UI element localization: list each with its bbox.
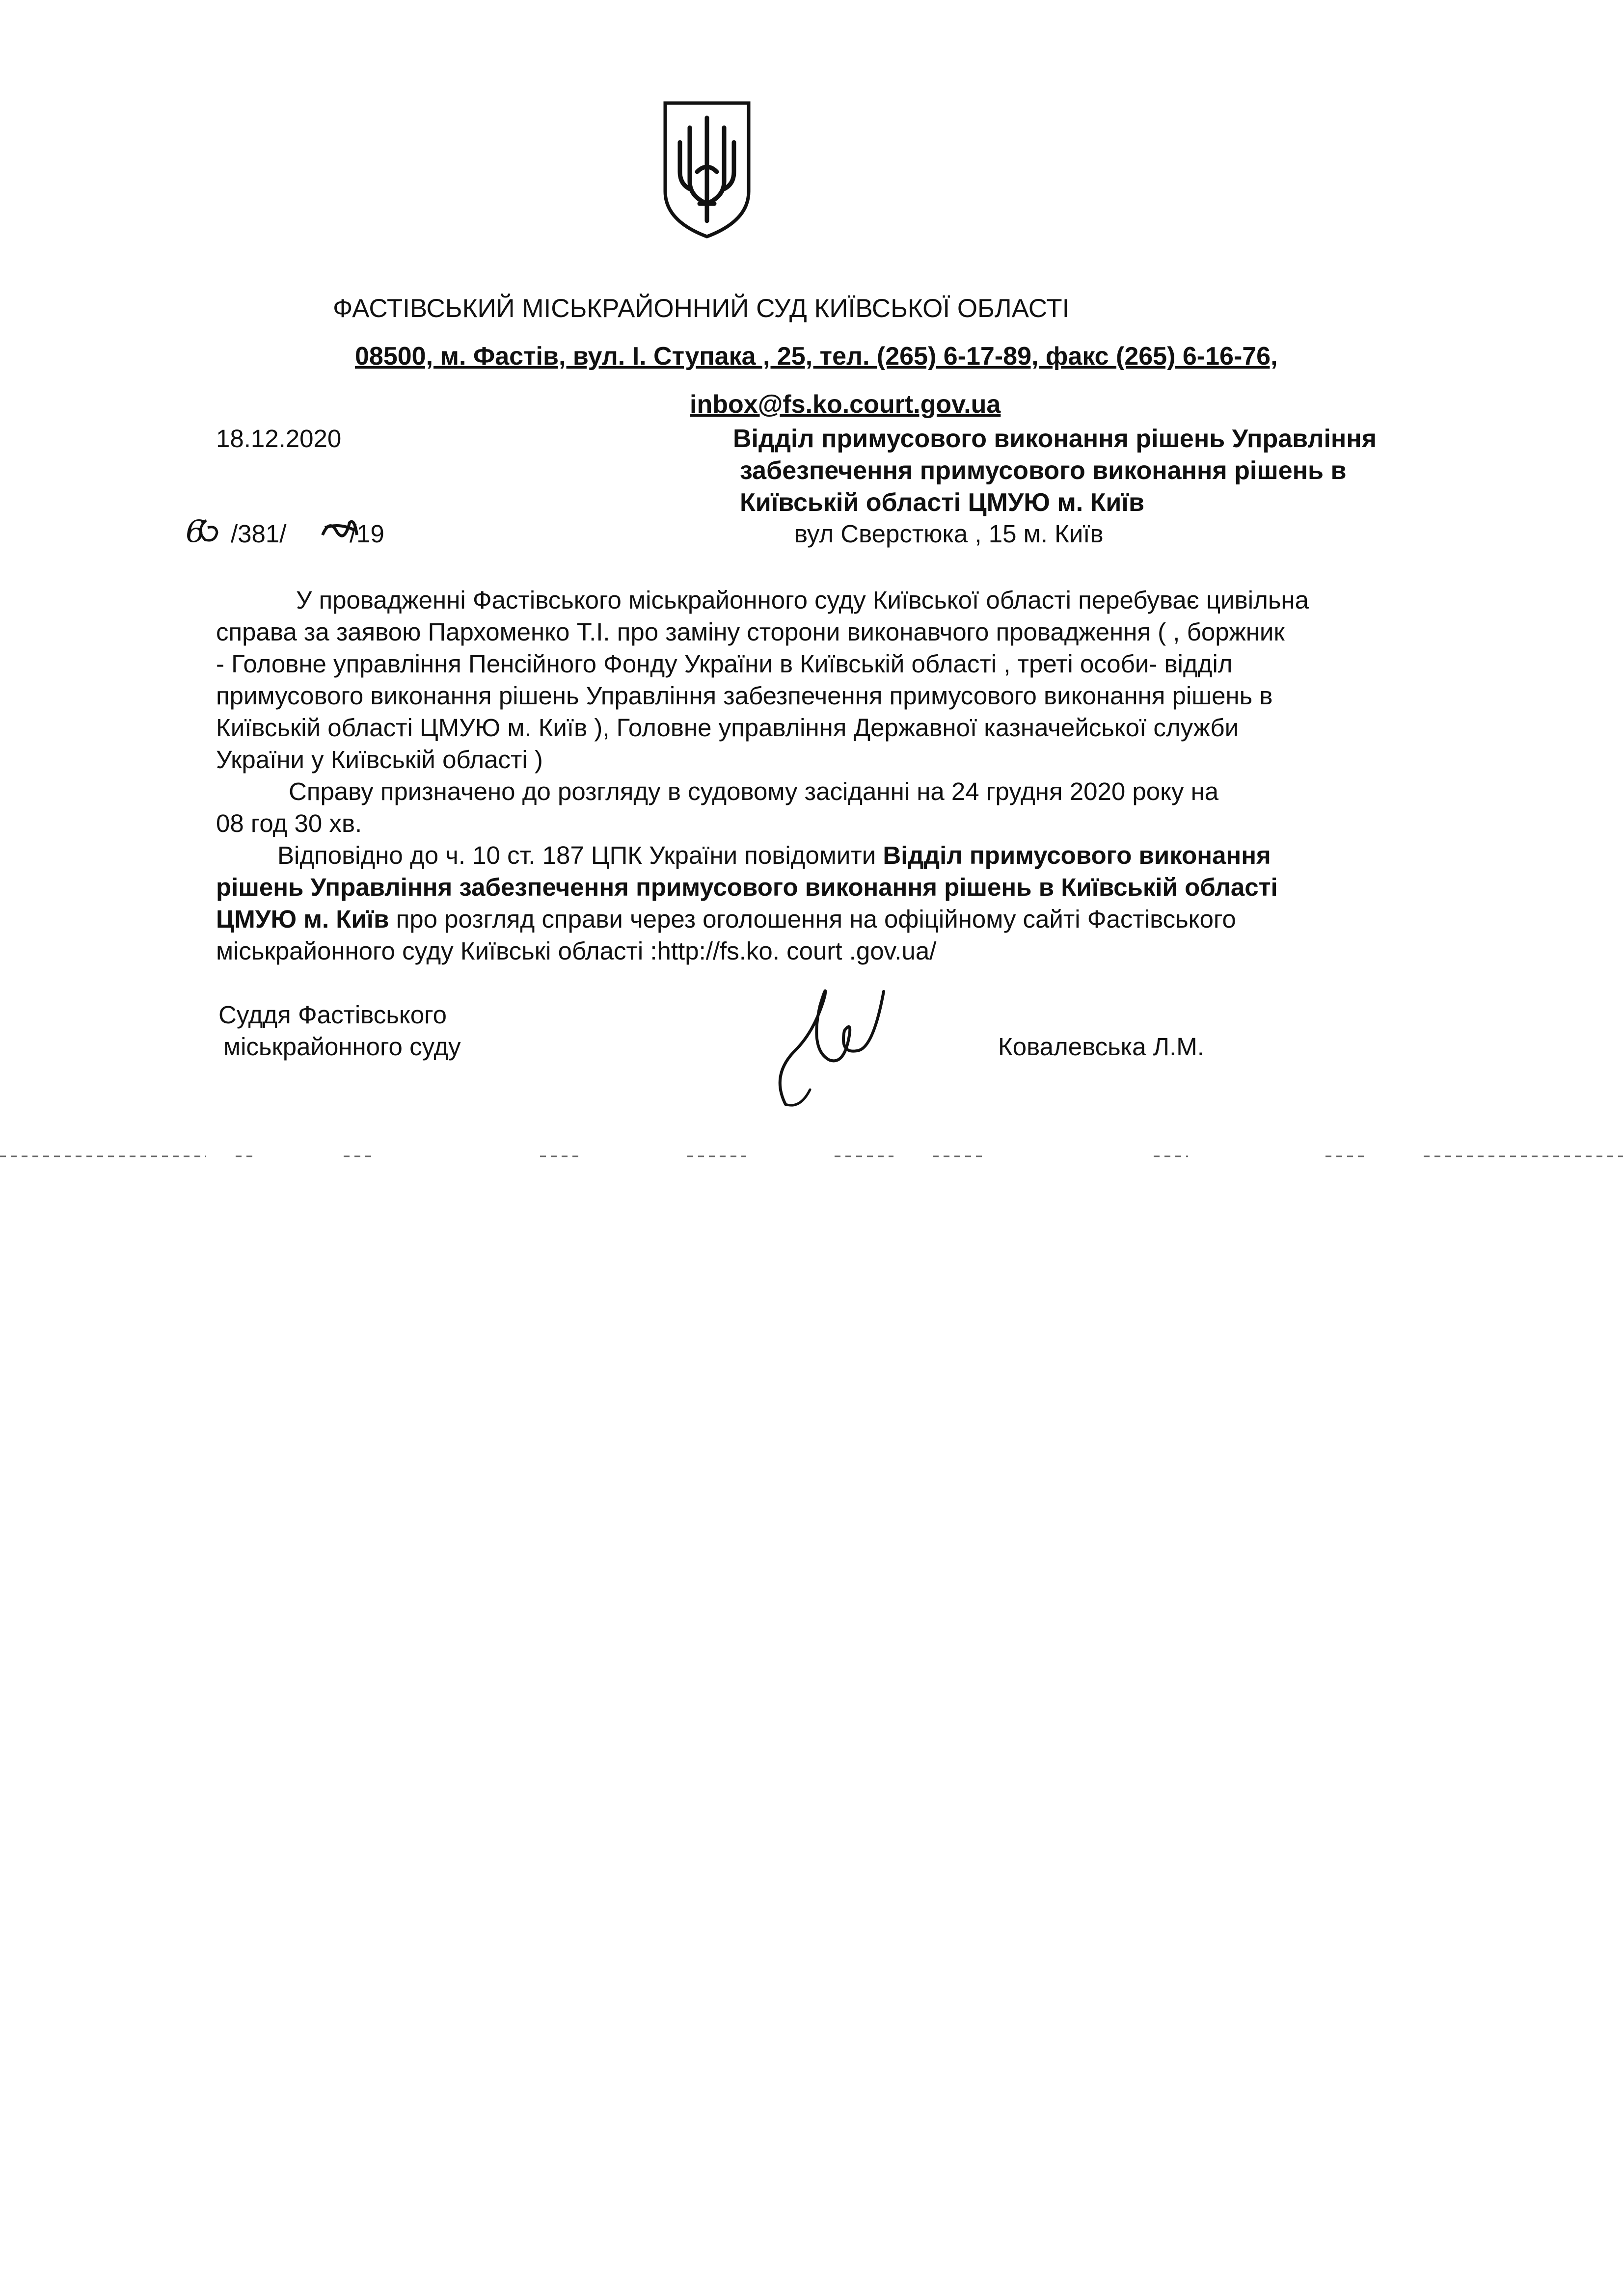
case-number-text: /381/ bbox=[231, 520, 287, 548]
document-date: 18.12.2020 bbox=[216, 425, 342, 453]
body-p3-line-1-bold: Відділ примусового виконання bbox=[883, 841, 1271, 869]
body-p2-line-2: 08 год 30 хв. bbox=[216, 809, 362, 837]
body-p3-line-2: рішень Управління забезпечення примусового виконання рішень в Київській області bbox=[216, 873, 1278, 901]
signature-name: Ковалевська Л.М. bbox=[998, 1033, 1204, 1061]
body-p3-line-1 bbox=[277, 843, 1271, 868]
signature-title-line-2: міськрайонного суду bbox=[223, 1033, 461, 1061]
body-p1-line-4: примусового виконання рішень Управління забезпечення примусового виконання рішень в bbox=[216, 682, 1273, 710]
body-p1-line-1: У провадженні Фастівського міськрайонного суду Київської області перебуває цивільна bbox=[296, 586, 1309, 614]
court-name: ФАСТІВСЬКИЙ МІСЬКРАЙОННИЙ СУД КИЇВСЬКОЇ ОБЛАСТІ bbox=[333, 294, 1070, 323]
body-p1-line-5: Київській області ЦМУЮ м. Київ ), Головне управління Державної казначейської служби bbox=[216, 714, 1239, 742]
body-p2-line-1: Справу призначено до розгляду в судовому засіданні на 24 грудня 2020 року на bbox=[289, 777, 1219, 805]
handwritten-signature-icon bbox=[766, 977, 893, 1119]
case-number-handwritten-prefix: 6 bbox=[186, 513, 205, 549]
body-p1-line-6: України у Київській області ) bbox=[216, 746, 543, 774]
case-number-handwritten-mark bbox=[186, 513, 235, 549]
body-p3-line-3-plain: про розгляд справи через оголошення на офіційному сайті Фастівського bbox=[389, 905, 1236, 933]
body-p3-line-4: міськрайонного суду Київські області :http://fs.ko. court .gov.ua/ bbox=[216, 937, 937, 965]
recipient-line-2: забезпечення примусового виконання рішень в bbox=[740, 456, 1347, 485]
body-p1-line-3: - Головне управління Пенсійного Фонду України в Київській області , треті особи- відділ bbox=[216, 650, 1233, 678]
body-p3-line-1-plain: Відповідно до ч. 10 ст. 187 ЦПК України повідомити bbox=[277, 841, 883, 869]
body-p3-line-3-bold: ЦМУЮ м. Київ bbox=[216, 905, 389, 933]
recipient-address: вул Сверстюка , 15 м. Київ bbox=[794, 520, 1104, 548]
case-number-suffix: /19 bbox=[350, 520, 384, 548]
trident-emblem-icon bbox=[660, 98, 754, 240]
scan-artifact-divider bbox=[0, 1154, 1623, 1158]
signature-title-line-1: Суддя Фастівського bbox=[218, 1001, 447, 1029]
body-p3-line-3 bbox=[216, 907, 1236, 932]
court-email[interactable]: inbox@fs.ko.court.gov.ua bbox=[690, 390, 1001, 419]
court-address: 08500, м. Фастів, вул. І. Ступака , 25, тел. (265) 6-17-89, факс (265) 6-16-76, bbox=[355, 342, 1278, 371]
recipient-line-1: Відділ примусового виконання рішень Управління bbox=[733, 425, 1377, 453]
body-p1-line-2: справа за заявою Пархоменко Т.І. про заміну сторони виконавчого провадження ( , боржник bbox=[216, 618, 1285, 646]
recipient-line-3: Київській області ЦМУЮ м. Київ bbox=[740, 488, 1144, 517]
